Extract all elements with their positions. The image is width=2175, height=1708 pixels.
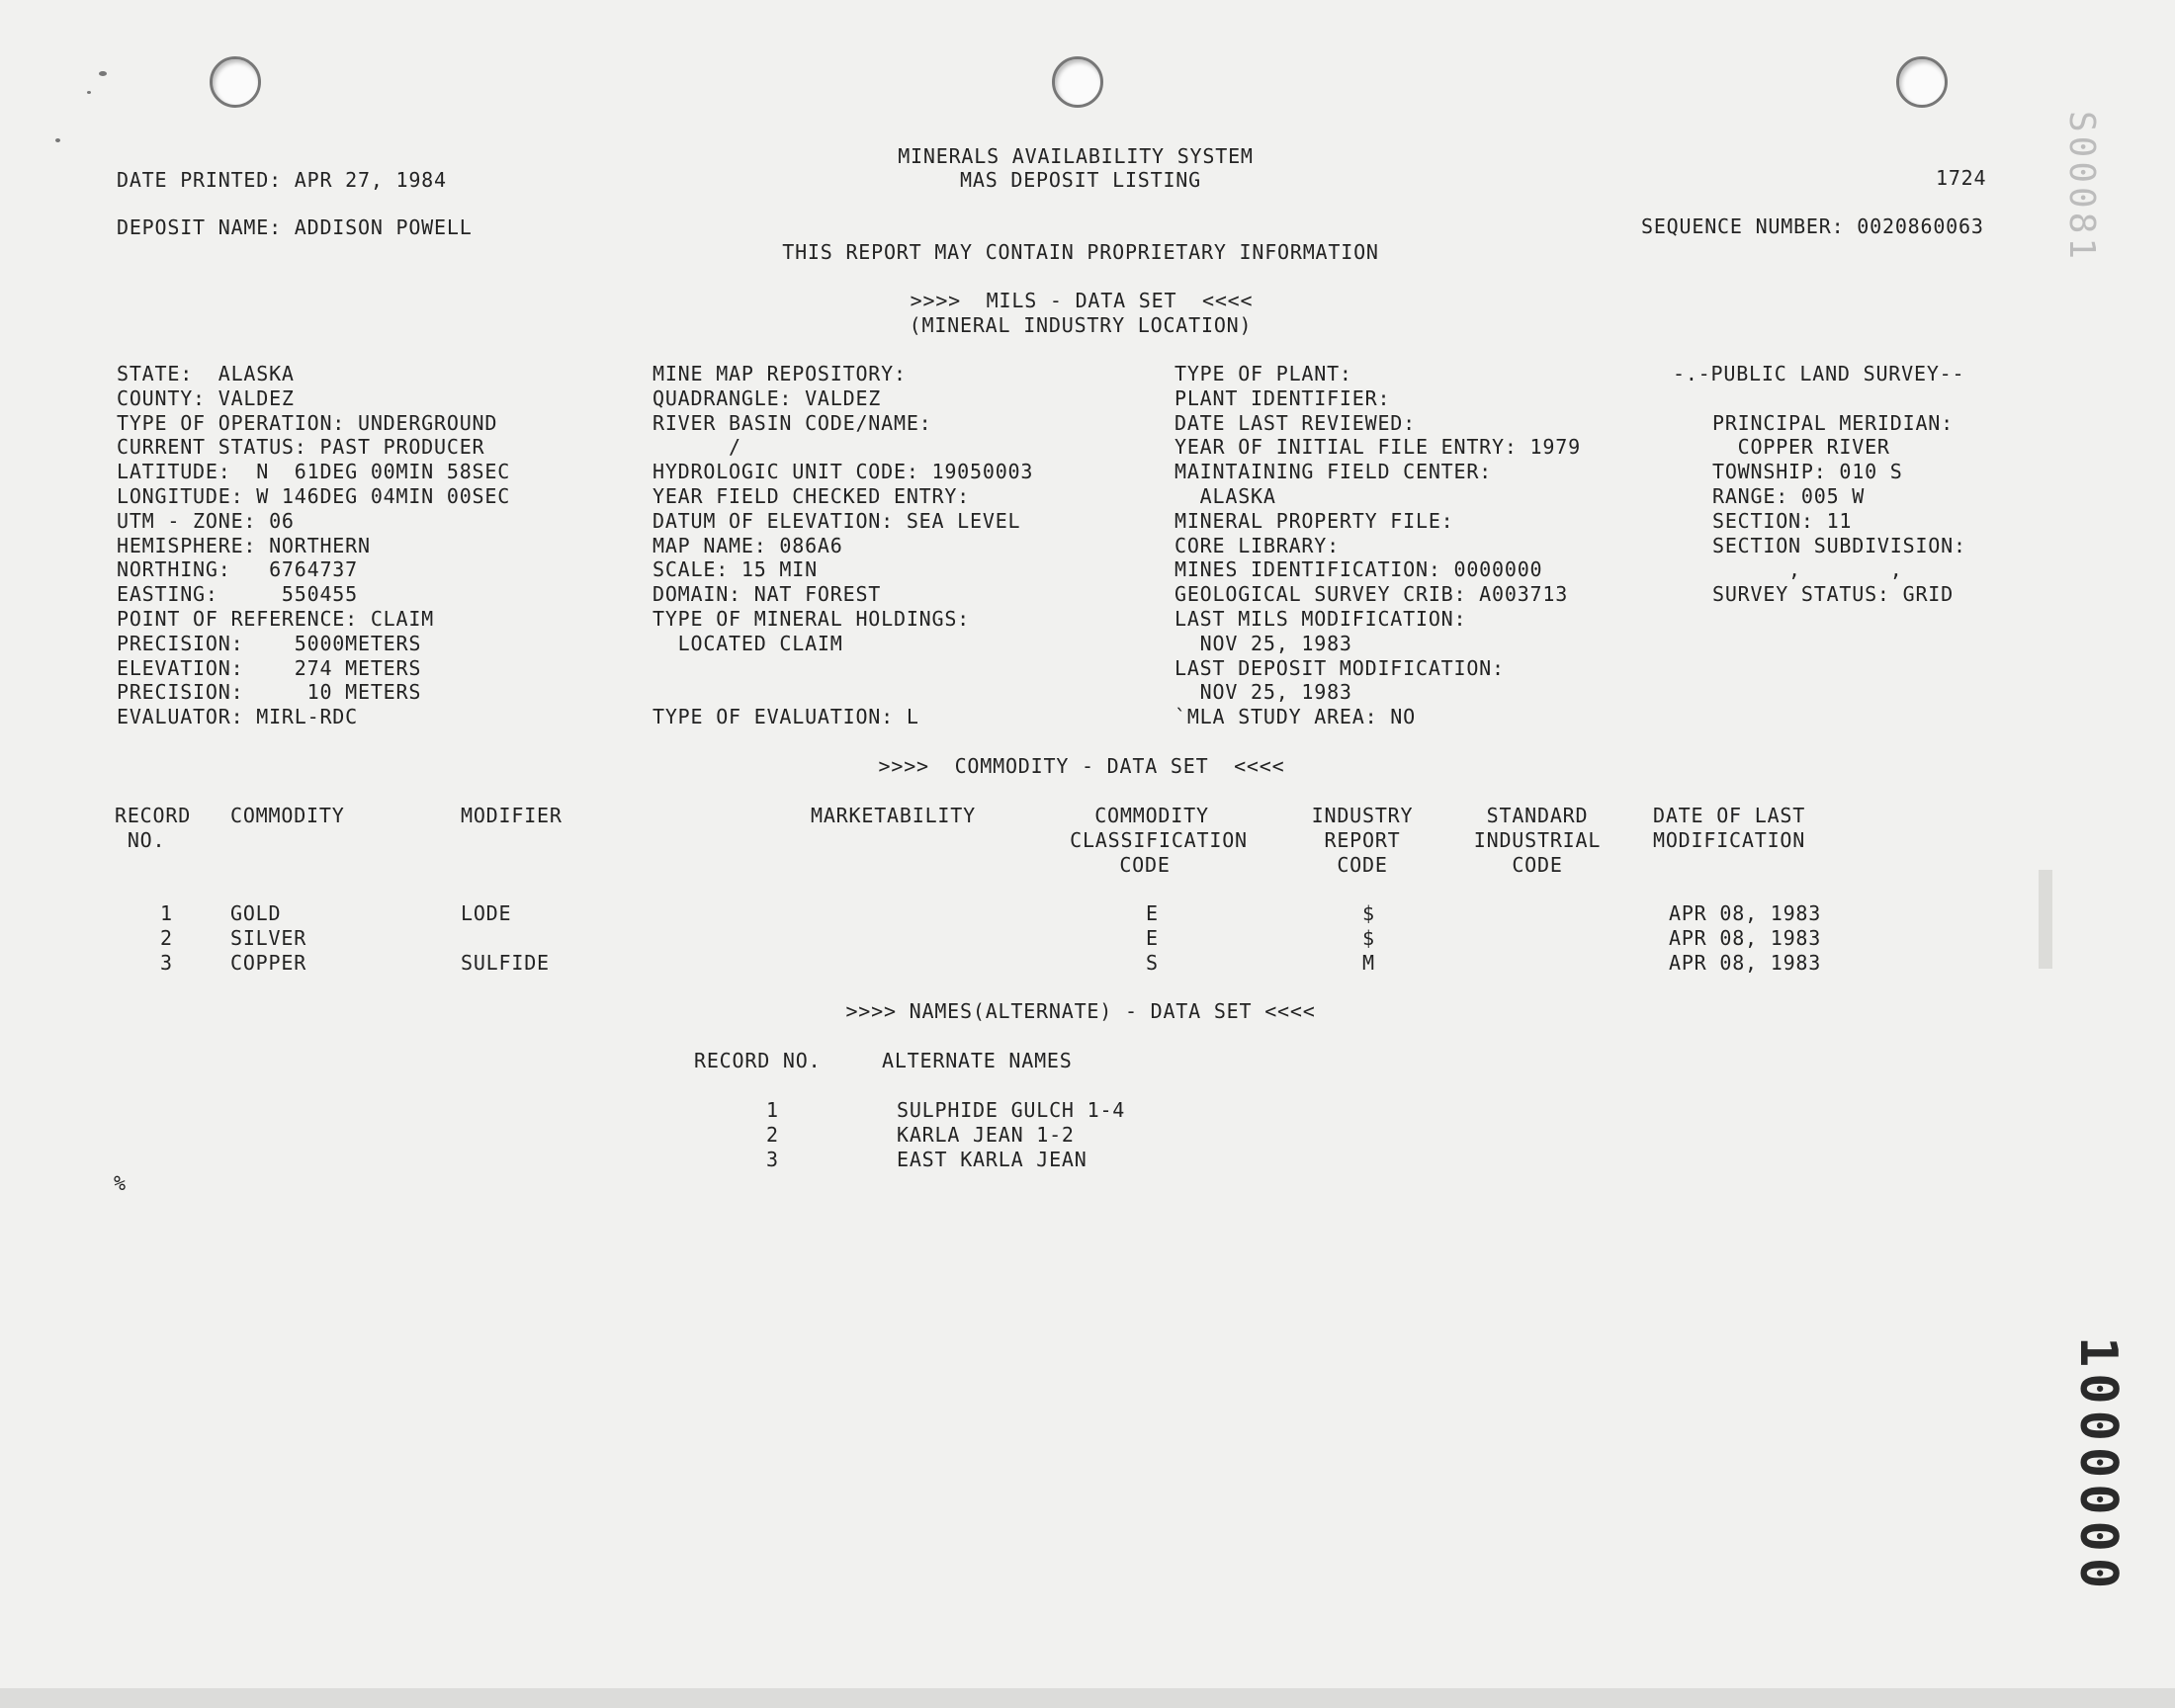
speck-mark — [99, 71, 107, 76]
row-report-code: $ — [1362, 926, 1375, 950]
header-date-1: DATE OF LAST — [1653, 804, 1806, 827]
mils-column-map — [652, 362, 1033, 729]
mils-field: DOMAIN: NAT FOREST — [652, 582, 882, 607]
mils-field: PRECISION: 10 METERS — [117, 680, 422, 705]
header-classification-2: CLASSIFICATION — [1070, 828, 1248, 852]
mils-field: RANGE: 005 W — [1712, 483, 1866, 508]
mils-column-plant — [1174, 362, 1581, 729]
header-industry-2: REPORT — [1324, 828, 1401, 852]
mils-field: STATE: ALASKA — [117, 362, 295, 385]
mils-field: CURRENT STATUS: PAST PRODUCER — [117, 435, 485, 460]
mils-field: RIVER BASIN CODE/NAME: — [652, 410, 932, 435]
header-standard-1: STANDARD — [1486, 804, 1589, 827]
mils-field: QUADRANGLE: VALDEZ — [652, 385, 882, 410]
header-record-no: NO. — [115, 828, 166, 852]
public-land-survey-header: -.-PUBLIC LAND SURVEY-- — [1673, 362, 1965, 385]
proprietary-notice: THIS REPORT MAY CONTAIN PROPRIETARY INFORMATION — [782, 240, 1379, 264]
row-report-code: M — [1362, 951, 1375, 975]
mils-field: SCALE: 15 MIN — [652, 557, 818, 582]
header-modifier: MODIFIER — [461, 804, 563, 827]
row-commodity: SILVER — [230, 926, 307, 950]
mils-field: COUNTY: VALDEZ — [117, 385, 295, 410]
mils-field: MAINTAINING FIELD CENTER: — [1174, 460, 1493, 484]
listing-title: MAS DEPOSIT LISTING — [960, 168, 1201, 192]
page-edge — [0, 1688, 2175, 1708]
mils-field: MINES IDENTIFICATION: 0000000 — [1174, 557, 1543, 582]
microfilm-stamp-top: S00081 — [2061, 111, 2102, 264]
row-date: APR 08, 1983 — [1669, 901, 1822, 925]
alternate-name: SULPHIDE GULCH 1-4 — [897, 1098, 1126, 1122]
mils-field: PLANT IDENTIFIER: — [1174, 385, 1391, 410]
mils-field: EASTING: 550455 — [117, 582, 358, 607]
punch-hole-center — [1052, 56, 1103, 108]
mils-field — [652, 656, 1033, 681]
alternate-name: EAST KARLA JEAN — [897, 1148, 1088, 1171]
mils-section-subtitle: (MINERAL INDUSTRY LOCATION) — [909, 313, 1253, 337]
header-classification-1: COMMODITY — [1094, 804, 1209, 827]
mils-field: TOWNSHIP: 010 S — [1712, 460, 1903, 484]
header-standard-2: INDUSTRIAL — [1473, 828, 1602, 852]
mils-column-location — [117, 362, 510, 729]
header-commodity: COMMODITY — [230, 804, 345, 827]
speck-mark — [55, 138, 60, 142]
row-class-code: E — [1146, 901, 1159, 925]
header-industry-3: CODE — [1337, 853, 1388, 877]
mils-field: MINERAL PROPERTY FILE: — [1174, 508, 1454, 533]
mils-field: PRECISION: 5000METERS — [117, 631, 422, 655]
mils-field: TYPE OF PLANT: — [1174, 362, 1352, 385]
system-title: MINERALS AVAILABILITY SYSTEM — [898, 144, 1254, 168]
mils-field: DATE LAST REVIEWED: — [1174, 410, 1416, 435]
name-record-no: 3 — [766, 1148, 779, 1171]
row-commodity: GOLD — [230, 901, 282, 925]
mils-field: , , — [1712, 557, 1903, 582]
row-modifier: LODE — [461, 901, 512, 925]
header-classification-3: CODE — [1119, 853, 1171, 877]
mils-field: COPPER RIVER — [1712, 435, 1890, 460]
microfilm-stamp-bottom: 1000000 — [2068, 1336, 2128, 1595]
mils-field: SURVEY STATUS: GRID — [1712, 582, 1954, 607]
row-report-code: $ — [1362, 901, 1375, 925]
mils-field: SECTION SUBDIVISION: — [1712, 533, 1966, 557]
row-class-code: S — [1146, 951, 1159, 975]
mils-field: NOV 25, 1983 — [1174, 631, 1352, 655]
punch-hole-right — [1896, 56, 1948, 108]
mils-field: ALASKA — [1174, 483, 1276, 508]
mils-field: ELEVATION: 274 METERS — [117, 655, 422, 680]
names-header-record: RECORD NO. — [694, 1049, 822, 1072]
mils-field: LAST DEPOSIT MODIFICATION: — [1174, 655, 1505, 680]
mils-field — [1712, 386, 1966, 411]
mils-field: YEAR OF INITIAL FILE ENTRY: 1979 — [1174, 435, 1581, 460]
mils-field: POINT OF REFERENCE: CLAIM — [117, 606, 435, 631]
mils-field: `MLA STUDY AREA: NO — [1174, 705, 1416, 729]
speck-mark — [87, 91, 91, 94]
row-class-code: E — [1146, 926, 1159, 950]
date-printed: DATE PRINTED: APR 27, 1984 — [117, 168, 447, 192]
row-record-no: 1 — [160, 901, 173, 925]
mils-field: NOV 25, 1983 — [1174, 680, 1352, 705]
mils-field: LAST MILS MODIFICATION: — [1174, 606, 1467, 631]
row-commodity: COPPER — [230, 951, 307, 975]
mils-field: MINE MAP REPOSITORY: — [652, 362, 907, 385]
scan-smudge — [2039, 870, 2052, 969]
names-section-title: >>>> NAMES(ALTERNATE) - DATA SET <<<< — [845, 999, 1316, 1023]
name-record-no: 1 — [766, 1098, 779, 1122]
row-modifier: SULFIDE — [461, 951, 550, 975]
mils-field: LONGITUDE: W 146DEG 04MIN 00SEC — [117, 483, 511, 508]
footer-mark: % — [114, 1171, 127, 1195]
alternate-name: KARLA JEAN 1-2 — [897, 1123, 1075, 1147]
mils-field: HYDROLOGIC UNIT CODE: 19050003 — [652, 460, 1034, 484]
header-industry-1: INDUSTRY — [1311, 804, 1414, 827]
name-record-no: 2 — [766, 1123, 779, 1147]
row-date: APR 08, 1983 — [1669, 926, 1822, 950]
row-record-no: 2 — [160, 926, 173, 950]
header-date-2: MODIFICATION — [1653, 828, 1806, 852]
mils-field: / — [652, 435, 741, 460]
mils-field: GEOLOGICAL SURVEY CRIB: A003713 — [1174, 582, 1569, 607]
commodity-section-title: >>>> COMMODITY - DATA SET <<<< — [878, 754, 1285, 778]
mils-field: HEMISPHERE: NORTHERN — [117, 533, 371, 557]
row-date: APR 08, 1983 — [1669, 951, 1822, 975]
mils-field: NORTHING: 6764737 — [117, 557, 358, 582]
header-marketability: MARKETABILITY — [811, 804, 976, 827]
mils-column-survey — [1712, 386, 1966, 607]
mils-field: TYPE OF EVALUATION: L — [652, 705, 919, 729]
mils-field: LOCATED CLAIM — [652, 631, 843, 655]
names-header-alternate: ALTERNATE NAMES — [882, 1049, 1073, 1072]
mils-field: YEAR FIELD CHECKED ENTRY: — [652, 483, 971, 508]
deposit-name: DEPOSIT NAME: ADDISON POWELL — [117, 215, 473, 239]
mils-field: LATITUDE: N 61DEG 00MIN 58SEC — [117, 460, 511, 484]
mils-field: UTM - ZONE: 06 — [117, 508, 295, 533]
mils-field — [652, 680, 1033, 705]
sequence-number: SEQUENCE NUMBER: 0020860063 — [1641, 214, 1984, 238]
mils-field: PRINCIPAL MERIDIAN: — [1712, 410, 1954, 435]
mils-section-title: >>>> MILS - DATA SET <<<< — [910, 289, 1254, 312]
mils-field: TYPE OF OPERATION: UNDERGROUND — [117, 410, 498, 435]
header-record: RECORD — [115, 804, 192, 827]
mils-field: TYPE OF MINERAL HOLDINGS: — [652, 606, 971, 631]
mils-field: DATUM OF ELEVATION: SEA LEVEL — [652, 508, 1021, 533]
mils-field: MAP NAME: 086A6 — [652, 533, 843, 557]
header-standard-3: CODE — [1512, 853, 1563, 877]
page-number: 1724 — [1936, 166, 1987, 190]
mils-field: EVALUATOR: MIRL-RDC — [117, 705, 358, 729]
row-record-no: 3 — [160, 951, 173, 975]
mils-field: CORE LIBRARY: — [1174, 533, 1340, 557]
punch-hole-left — [210, 56, 261, 108]
mils-field: SECTION: 11 — [1712, 508, 1853, 533]
